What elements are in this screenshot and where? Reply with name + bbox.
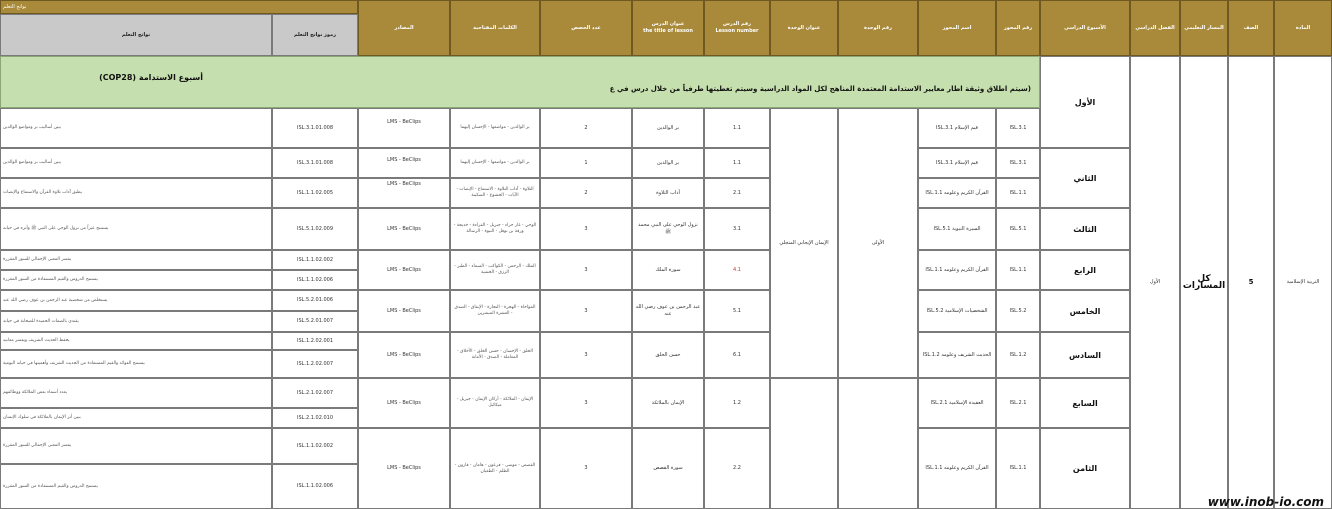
unit-name: السيرة النبوية ISL.5.1	[918, 208, 996, 250]
outcome-text: يستنتج الدروس والقيم المستفادة من السور المقررة	[0, 270, 272, 290]
header-resources: المصادر	[358, 0, 450, 56]
unit-name: قيم الإسلام ISL.3.1	[918, 148, 996, 178]
keywords: الإيمان - الملائكة - أركان الإيمان - جبريل - ميكائيل	[450, 378, 540, 428]
banner-title: أسبوع الاستدامة (COP28)	[99, 73, 203, 82]
week-5: الخامس	[1040, 290, 1130, 332]
keywords: الوحي - غار حراء - جبريل - القراءة - خديجة - ورقة بن نوفل - النبوة - الرسالة	[450, 208, 540, 250]
lesson-number: 1.1	[704, 108, 770, 148]
outcome-text: يفسر المعنى الإجمالي للسور المقررة	[0, 250, 272, 270]
unit-code: ISL.5.1	[996, 208, 1040, 250]
lesson-title: بر الوالدين	[632, 108, 704, 148]
keywords: الملك - الرحمن - الكواكب - السماء - الطير - الرزق - الخشية	[450, 250, 540, 290]
header-keywords: الكلمات المفتاحية	[450, 0, 540, 56]
header-track: المسار التعليمي	[1180, 0, 1228, 56]
unit-code: ISL.1.1	[996, 428, 1040, 509]
header-periods: عدد الحصص	[540, 0, 632, 56]
outcome-text: يبين أساليب بر ومواضع الوالدين	[0, 148, 272, 178]
outcome-code: ISL.1.2.02.007	[272, 350, 358, 378]
week-3: الثالث	[1040, 208, 1130, 250]
outcome-code: ISL.1.1.02.002	[272, 250, 358, 270]
outcome-code: ISL.1.1.02.002	[272, 428, 358, 464]
periods: 3	[540, 208, 632, 250]
outcome-code: ISL.1.1.02.006	[272, 464, 358, 509]
header-lesson-number	[704, 0, 770, 56]
sustainability-banner	[0, 56, 1040, 108]
header-lesson-number-ar: رقم الدرس	[722, 21, 752, 27]
periods: 3	[540, 250, 632, 290]
unit-name: الحديث الشريف وعلومه ISL.1.2	[918, 332, 996, 378]
outcome-code: ISL.1.1.02.005	[272, 178, 358, 208]
resource: LMS - BeClips	[358, 108, 450, 148]
lesson-title: الإيمان بالملائكة	[632, 378, 704, 428]
unit-code: ISL.3.1	[996, 148, 1040, 178]
lesson-title: آداب التلاوة	[632, 178, 704, 208]
banner-text: (سيتم اطلاق وثيقة اطار معايير الاستدامة المعتمدة المناهج لكل المواد الدراسية وسيتم تغطيتها طرفياً من خلال درس في ع	[609, 85, 1031, 93]
keywords: بر الوالدين - مواضعها - الإحسان إليهما	[450, 108, 540, 148]
term-cell: الأول	[1130, 56, 1180, 509]
grade-cell: 5	[1228, 56, 1274, 509]
resource: LMS - BeClips	[358, 208, 450, 250]
lesson-number: 2.1	[704, 178, 770, 208]
outcome-code: ISL.5.2.01.007	[272, 311, 358, 332]
outcome-code: ISL.5.1.02.009	[272, 208, 358, 250]
outcome-text: يعدد أسماء بعض الملائكة ووظائفهم	[0, 378, 272, 408]
outcome-text: يستنتج الدروس والقيم المستفادة من السور المقررة	[0, 464, 272, 509]
keywords: القصص - موسى - فرعون - هامان - قارون - الظلم - الطغيان	[450, 428, 540, 509]
resource: LMS - BeClips	[358, 290, 450, 332]
header-lesson-title-ar: عنوان الدرس	[651, 21, 685, 27]
unit-code: ISL.2.1	[996, 378, 1040, 428]
lesson-number: 2.2	[704, 428, 770, 509]
week-4: الرابع	[1040, 250, 1130, 290]
periods: 3	[540, 378, 632, 428]
header-outcome-code: رموز نواتج التعلم	[272, 14, 358, 56]
unit-code: ISL.1.1	[996, 178, 1040, 208]
outcome-text: يبين أثر الإيمان بالملائكة في سلوك الإنسان	[0, 408, 272, 428]
week-6: السادس	[1040, 332, 1130, 378]
resource: LMS - BeClips	[358, 178, 450, 208]
unit-name: القرآن الكريم وعلومه ISL.1.1	[918, 178, 996, 208]
unit-name: قيم الإسلام ISL.3.1	[918, 108, 996, 148]
outcome-text: يستخلص من شخصية عبد الرحمن بن عوف رضي الله عنه	[0, 290, 272, 311]
lesson-title: حسن الخلق	[632, 332, 704, 378]
header-grade: الصف	[1228, 0, 1274, 56]
periods: 2	[540, 178, 632, 208]
outcome-text: يستنتج عبراً من نزول الوحي على النبي ﷺ وأثره في حياته	[0, 208, 272, 250]
header-unit-name: اسم المحور	[918, 0, 996, 56]
resource: LMS - BeClips	[358, 378, 450, 428]
subject-cell: التربية الإسلامية	[1274, 56, 1332, 509]
week-1: الأول	[1040, 56, 1130, 148]
header-module-title: عنوان الوحدة	[770, 0, 838, 56]
outcome-text: يفسر المعنى الإجمالي للسور المقررة	[0, 428, 272, 464]
outcome-text: يستنتج الفوائد والقيم المستفادة من الحديث الشريف وأهميتها في حياته اليومية	[0, 350, 272, 378]
keywords: الخلق - الإحسان - حسن الخلق - الأخلاق - المعاملة - الصدق - الأمانة	[450, 332, 540, 378]
outcome-code: ISL.2.1.02.010	[272, 408, 358, 428]
week-8: الثامن	[1040, 428, 1130, 509]
lesson-number: 1.1	[704, 148, 770, 178]
header-term: الفصل الدراسي	[1130, 0, 1180, 56]
header-unit-code: رقم المحور	[996, 0, 1040, 56]
track-cell	[1180, 56, 1228, 509]
lesson-title: نزول الوحي على النبي محمد ﷺ	[632, 208, 704, 250]
unit-code: ISL.1.1	[996, 250, 1040, 290]
unit-code: ISL.3.1	[996, 108, 1040, 148]
keywords: بر الوالدين - مواضعها - الإحسان إليهما	[450, 148, 540, 178]
header-week: الأسبوع الدراسي	[1040, 0, 1130, 56]
header-module-code: رقم الوحدة	[838, 0, 918, 56]
periods: 3	[540, 290, 632, 332]
resource: LMS - BeClips	[358, 332, 450, 378]
header-lesson-number-en: Lesson number	[715, 28, 759, 34]
module-title-cell: الإيمان الإيجابي المتجلي	[770, 108, 838, 378]
site-watermark: www.inob-io.com	[1207, 495, 1324, 509]
unit-name: العقيدة الإسلامية ISL.2.1	[918, 378, 996, 428]
outcome-code: ISL.5.2.01.006	[272, 290, 358, 311]
unit-name: القرآن الكريم وعلومه ISL.1.1	[918, 250, 996, 290]
outcome-text: يقتدي بالصفات الحميدة للصحابة في حياته	[0, 311, 272, 332]
lesson-number: 1.2	[704, 378, 770, 428]
header-lesson-title	[632, 0, 704, 56]
unit-name: الشخصيات الإسلامية ISL.5.2	[918, 290, 996, 332]
outcome-code: ISL.3.1.01.008	[272, 148, 358, 178]
periods: 2	[540, 108, 632, 148]
keywords: التلاوة - آداب التلاوة - الاستماع - الإنصات - الآيات - الخشوع - السكينة	[450, 178, 540, 208]
header-subject: المادة	[1274, 0, 1332, 56]
module-title-cell-2	[770, 378, 838, 509]
outcome-text: يطبق آداب تلاوة القرآن والاستماع والإنصات	[0, 178, 272, 208]
lesson-title: عبد الرحمن بن عوف رضي الله عنه	[632, 290, 704, 332]
lesson-title: بر الوالدين	[632, 148, 704, 178]
lesson-title: سورة الملك	[632, 250, 704, 290]
lesson-number: 3.1	[704, 208, 770, 250]
keywords: المؤاخاة - الهجرة - التجارة - الإنفاق - الصدق - العشرة المبشرين	[450, 290, 540, 332]
outcome-code: ISL.2.1.02.007	[272, 378, 358, 408]
track-value: كل المسارات	[1182, 273, 1226, 291]
lesson-number: 6.1	[704, 332, 770, 378]
outcome-text: يحفظ الحديث الشريف ويفسر معانيه	[0, 332, 272, 350]
week-2: الثاني	[1040, 148, 1130, 208]
week-7: السابع	[1040, 378, 1130, 428]
resource: LMS - BeClips	[358, 428, 450, 509]
outcome-text: يبين أساليب بر ومواضع الوالدين	[0, 108, 272, 148]
header-outcomes-group: نواتج التعلم	[0, 0, 358, 14]
header-lesson-title-en: the title of lesson	[643, 28, 693, 34]
periods: 3	[540, 332, 632, 378]
resource: LMS - BeClips	[358, 148, 450, 178]
outcome-code: ISL.1.1.02.006	[272, 270, 358, 290]
lesson-number: 4.1	[704, 250, 770, 290]
unit-code: ISL.5.2	[996, 290, 1040, 332]
module-code-cell-2	[838, 378, 918, 509]
resource: LMS - BeClips	[358, 250, 450, 290]
lesson-number: 5.1	[704, 290, 770, 332]
module-code-cell: الأولى	[838, 108, 918, 378]
periods: 1	[540, 148, 632, 178]
header-outcome-text: نواتج التعلم	[0, 14, 272, 56]
periods: 3	[540, 428, 632, 509]
unit-name: القرآن الكريم وعلومه ISL.1.1	[918, 428, 996, 509]
lesson-title: سورة القصص	[632, 428, 704, 509]
outcome-code: ISL.3.1.01.008	[272, 108, 358, 148]
outcome-code: ISL.1.2.02.001	[272, 332, 358, 350]
unit-code: ISL.1.2	[996, 332, 1040, 378]
